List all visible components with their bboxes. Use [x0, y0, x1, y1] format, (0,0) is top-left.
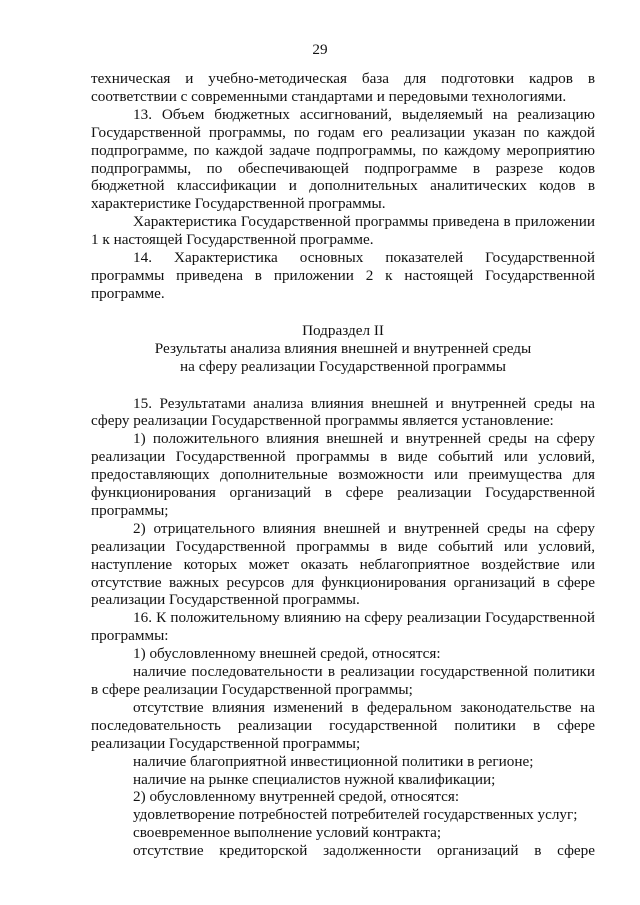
paragraph-15: 15. Результатами анализа влияния внешней и внутренней среды на сферу реализации Государственной программы является установление: — [91, 394, 595, 430]
paragraph-15-item-2: 2) отрицательного влияния внешней и внутренней среды на сферу реализации Государственной программы в виде событий или условий, наступление которых может оказать неблагоприятное воздействие или отсутствие важных ресурсов для функционирования организаций в сфере реализации Государственной программы. — [91, 519, 595, 609]
paragraph-16-item-2-c: отсутствие кредиторской задолженности организаций в сфере — [133, 842, 595, 860]
subsection-heading-line-1: Результаты анализа влияния внешней и внутренней среды — [154, 339, 532, 357]
paragraph-15-item-1: 1) положительного влияния внешней и внутренней среды на сферу реализации Государственной программы в виде событий или условий, предоставляющих дополнительные возможности или преимущества для функционирования организаций в сфере реализации Государственной программы; — [91, 430, 595, 519]
paragraph-continuation: техническая и учебно-методическая база для подготовки кадров в соответствии с современными стандартами и передовыми технологиями. — [91, 70, 595, 105]
paragraph-16-item-1-c: наличие благоприятной инвестиционной политики в регионе; — [133, 752, 534, 770]
paragraph-13: 13. Объем бюджетных ассигнований, выделяемый на реализацию Государственной программы, по годам его реализации указан по каждой подпрограмме, по каждой задаче подпрограммы, по каждому мероприятию подпрограммы, по обеспечивающей подпрограмме в разрезе кодов бюджетной классификации и дополнительных аналитических кодов в характеристике Государственной программы. — [91, 105, 595, 213]
subsection-heading-line-2: на сферу реализации Государственной программы — [180, 357, 506, 375]
paragraph-16-item-1-a: наличие последовательности в реализации государственной политики в сфере реализации Государственной программы; — [91, 663, 595, 698]
paragraph-16-item-2-a: удовлетворение потребностей потребителей государственных услуг; — [133, 806, 578, 824]
page-number: 29 — [312, 41, 328, 58]
subsection-title: Подраздел II — [302, 321, 384, 339]
paragraph-16-item-2-b: своевременное выполнение условий контракта; — [133, 824, 442, 842]
paragraph-characteristic: Характеристика Государственной программы приведена в приложении 1 к настоящей Государственной программе. — [91, 213, 595, 249]
paragraph-14: 14. Характеристика основных показателей Государственной программы приведена в приложении 2 к настоящей Государственной программе. — [91, 249, 595, 302]
document-body — [91, 70, 595, 860]
paragraph-16-item-1-d: наличие на рынке специалистов нужной квалификации; — [133, 770, 496, 788]
paragraph-16-item-1-b: отсутствие влияния изменений в федеральном законодательстве на последовательность реализации государственной политики в сфере реализации Государственной программы; — [91, 698, 595, 752]
paragraph-16: 16. К положительному влиянию на сферу реализации Государственной программы: — [91, 609, 595, 645]
paragraph-16-item-1: 1) обусловленному внешней средой, относятся: — [133, 645, 441, 663]
paragraph-16-item-2: 2) обусловленному внутренней средой, относятся: — [133, 788, 460, 806]
